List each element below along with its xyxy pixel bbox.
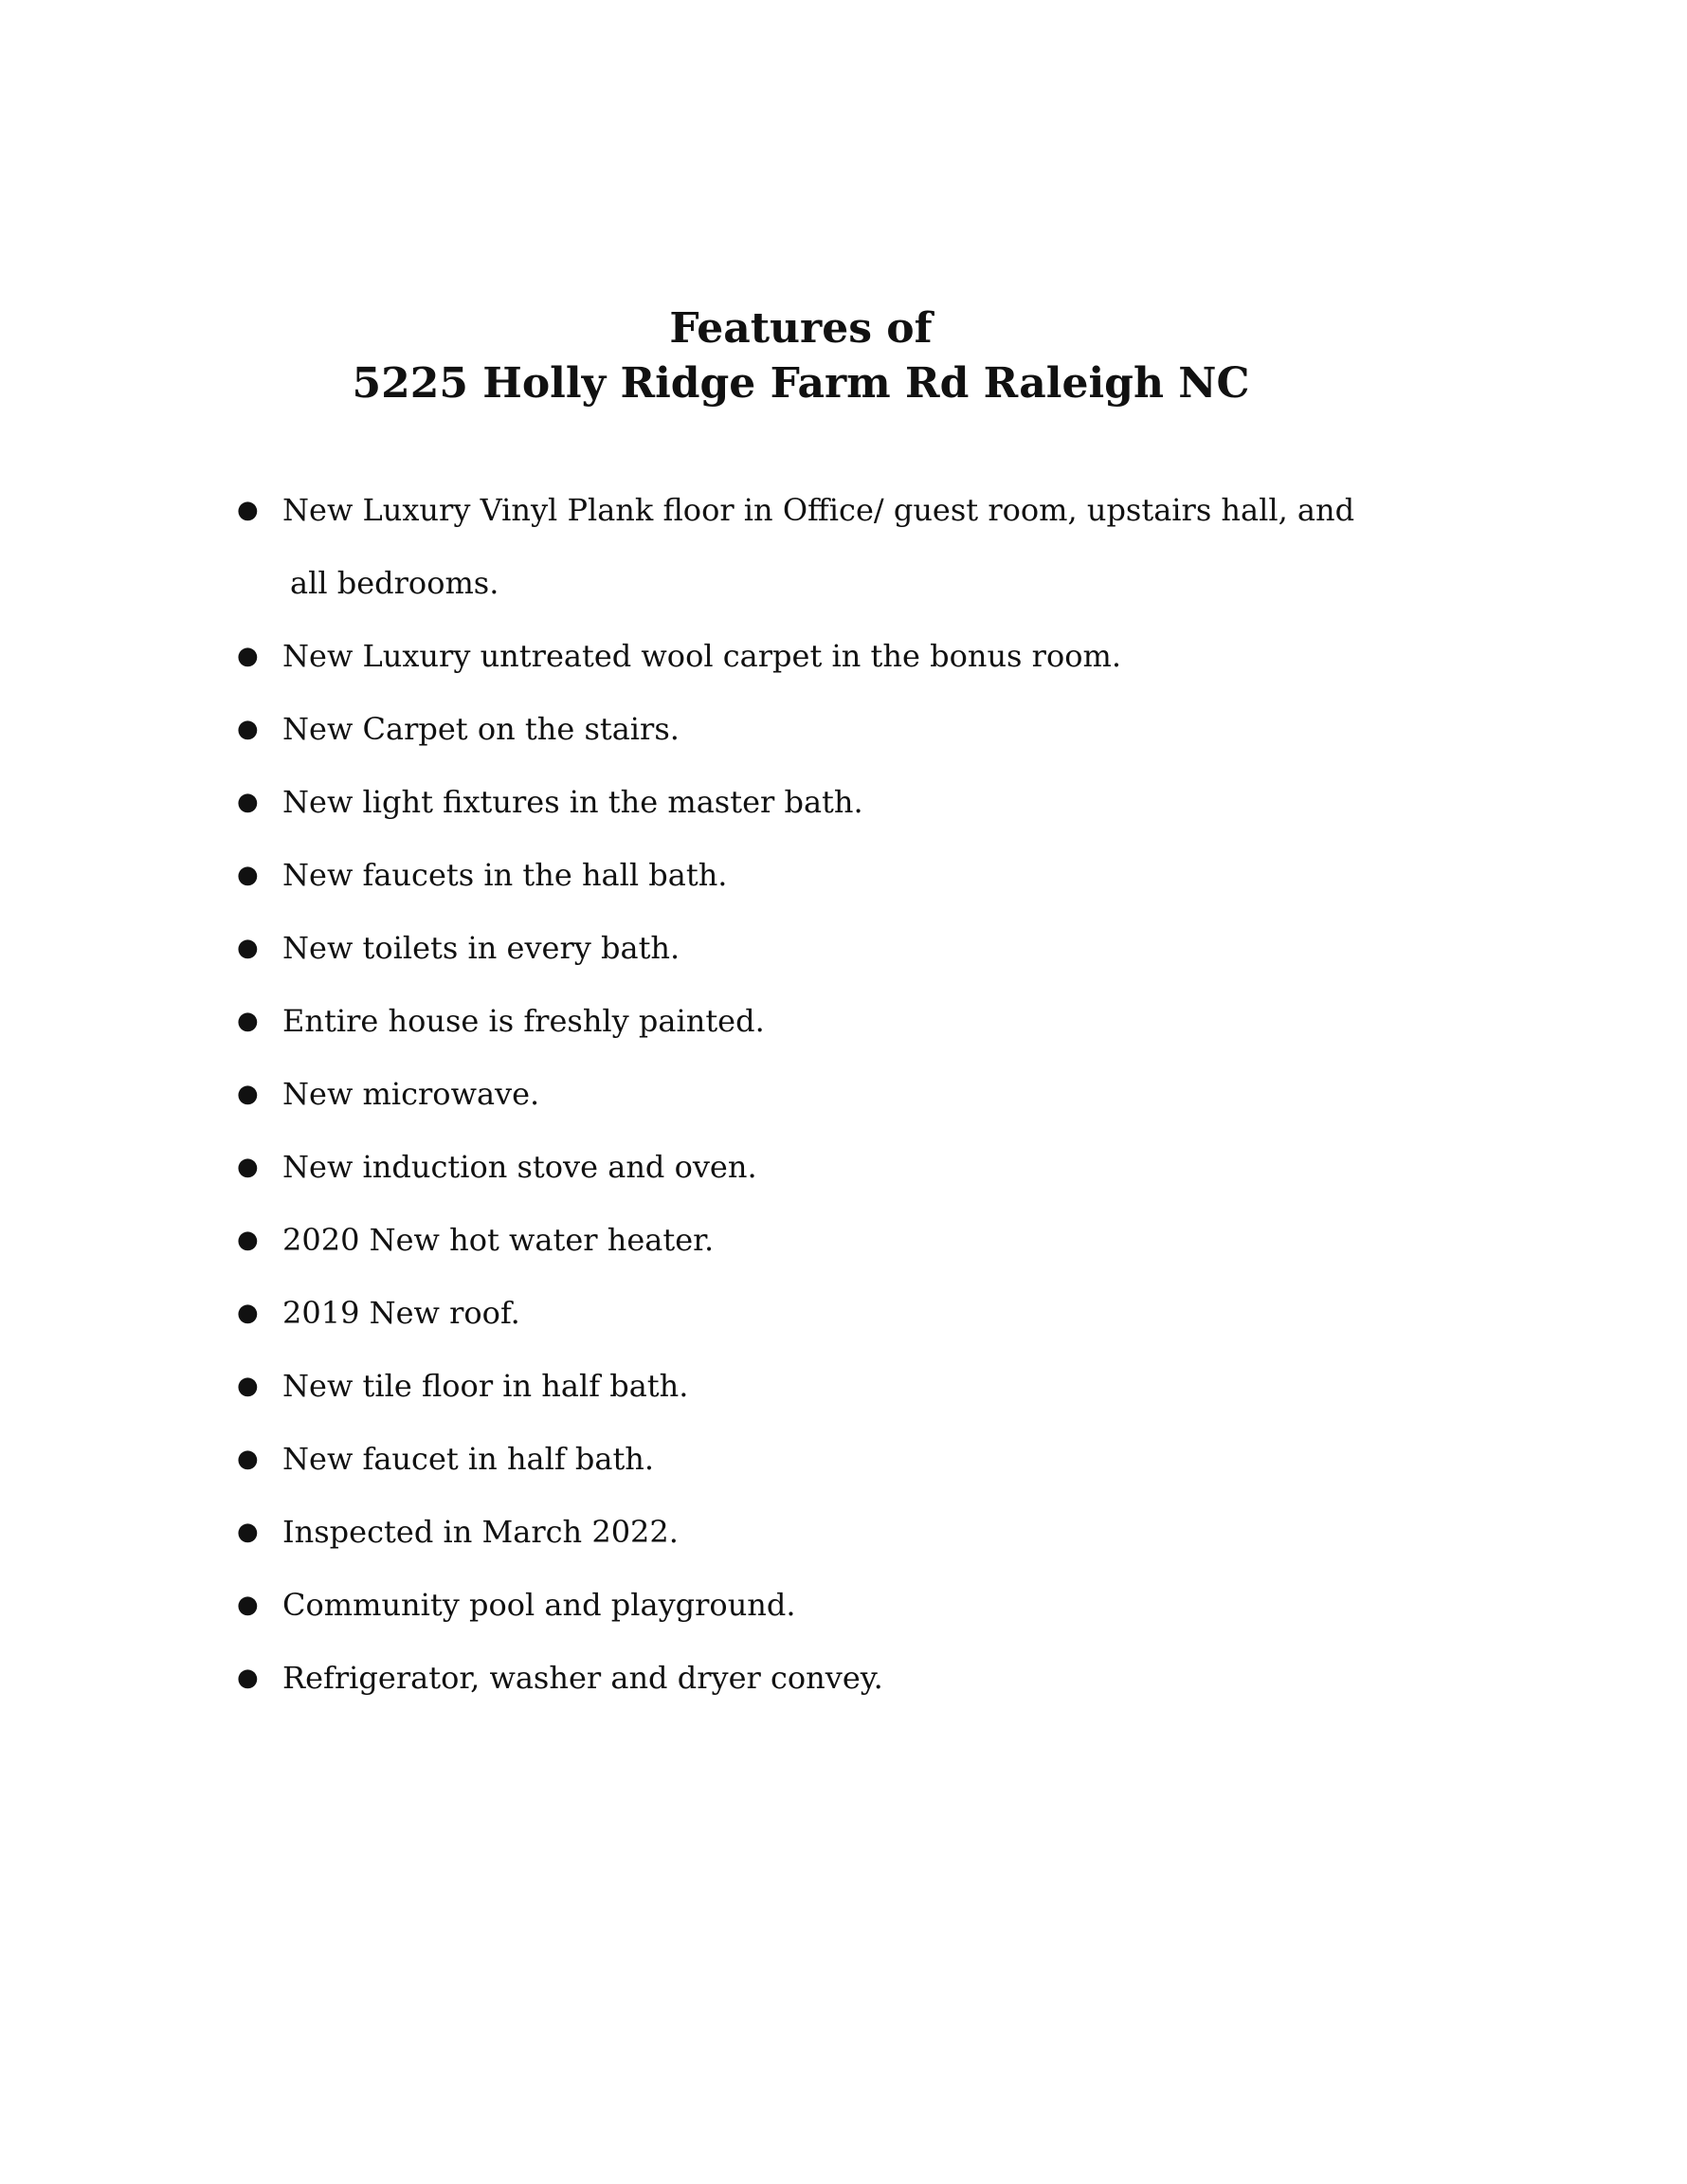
bullet-icon: ● (237, 1226, 259, 1254)
list-item-text: 2019 New roof. (282, 1295, 520, 1331)
list-item-text: New light fixtures in the master bath. (282, 784, 863, 820)
list-item (235, 1058, 1372, 1131)
list-item (235, 1131, 1372, 1204)
page-title (0, 301, 1602, 411)
features-list (235, 474, 1372, 1715)
list-item-text: Inspected in March 2022. (282, 1514, 679, 1550)
bullet-icon: ● (237, 1518, 259, 1546)
bullet-icon: ● (237, 1153, 259, 1181)
bullet-icon: ● (237, 1445, 259, 1473)
list-item (235, 839, 1372, 912)
list-item (235, 693, 1372, 766)
bullet-icon: ● (237, 1591, 259, 1619)
list-item (235, 1642, 1372, 1715)
list-item (235, 985, 1372, 1058)
bullet-icon: ● (237, 1080, 259, 1108)
bullet-icon: ● (237, 934, 259, 962)
list-item (235, 766, 1372, 839)
bullet-icon: ● (237, 496, 259, 524)
list-item-text: New Luxury untreated wool carpet in the bonus room. (282, 638, 1121, 674)
list-item-text: New microwave. (282, 1076, 540, 1112)
list-item (235, 1350, 1372, 1423)
list-item (235, 620, 1372, 693)
list-item (235, 1423, 1372, 1496)
bullet-icon: ● (237, 1664, 259, 1692)
list-item-text: New faucet in half bath. (282, 1441, 655, 1477)
list-item-text: Community pool and playground. (282, 1587, 796, 1623)
title-line-2: 5225 Holly Ridge Farm Rd Raleigh NC (352, 359, 1250, 408)
bullet-icon: ● (237, 642, 259, 670)
list-item-text: New Carpet on the stairs. (282, 711, 680, 747)
list-item (235, 1569, 1372, 1642)
list-item (235, 912, 1372, 985)
bullet-icon: ● (237, 1007, 259, 1035)
list-item (235, 474, 1372, 620)
list-item-text: New tile floor in half bath. (282, 1368, 689, 1404)
bullet-icon: ● (237, 788, 259, 816)
bullet-icon: ● (237, 861, 259, 889)
list-item-text-continued: all bedrooms. (290, 565, 499, 601)
list-item (235, 1496, 1372, 1569)
bullet-icon: ● (237, 1372, 259, 1400)
list-item-text: 2020 New hot water heater. (282, 1222, 715, 1258)
list-item-text: New induction stove and oven. (282, 1149, 757, 1185)
list-item (235, 1204, 1372, 1277)
list-item-text: Entire house is freshly painted. (282, 1003, 765, 1039)
list-item-text: New faucets in the hall bath. (282, 857, 728, 893)
bullet-icon: ● (237, 715, 259, 743)
bullet-icon: ● (237, 1299, 259, 1327)
list-item-text: New Luxury Vinyl Plank floor in Office/ guest room, upstairs hall, and (282, 492, 1355, 528)
list-item-text: New toilets in every bath. (282, 930, 680, 966)
title-line-1: Features of (669, 304, 933, 353)
list-item-text: Refrigerator, washer and dryer convey. (282, 1660, 883, 1696)
list-item (235, 1277, 1372, 1350)
